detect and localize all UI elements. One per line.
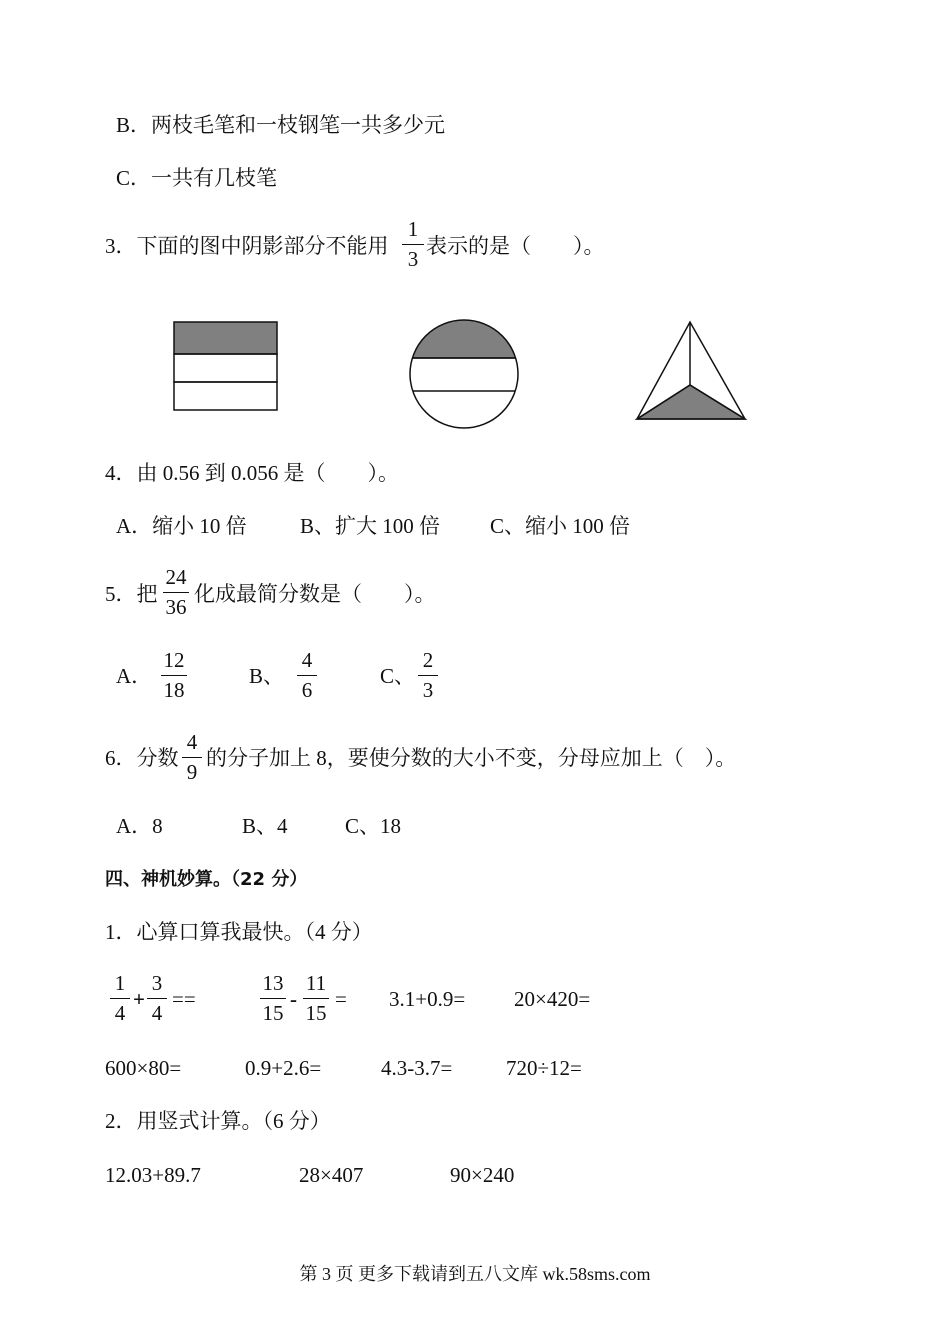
fraction-bar: [402, 244, 424, 245]
triangle-figure: [632, 318, 752, 424]
rectangle-figure: [170, 318, 282, 414]
question-6-prefix: 6．分数: [105, 746, 179, 770]
fraction-denominator: 36: [165, 595, 187, 619]
question-3-suffix: 表示的是（ ）。: [426, 234, 605, 258]
fraction-bar: [147, 998, 167, 999]
fraction-bar: [182, 757, 202, 758]
expr-2-equals: =: [335, 987, 347, 1011]
expr-6: 0.9+2.6=: [245, 1056, 322, 1080]
expr-2-fraction-a: [258, 973, 288, 1024]
question-5-option-a-fraction: [159, 650, 189, 701]
question-4-option-c: C、缩小 100 倍: [490, 514, 631, 538]
fraction-bar: [418, 675, 438, 676]
question-5-fraction: [161, 567, 191, 618]
page-footer: 第 3 页 更多下载请到五八文库 wk.58sms.com: [299, 1264, 651, 1284]
vertical-calc-2: 28×407: [299, 1163, 364, 1187]
question-6-option-b: B、4: [242, 814, 288, 838]
question-3-fraction: [400, 219, 426, 270]
question-6-option-a: A．8: [116, 814, 163, 838]
question-5-option-b-fraction: [295, 650, 319, 701]
fraction-denominator: 15: [305, 1001, 327, 1025]
circle-shaded-part: [405, 315, 523, 358]
fraction-denominator: 4: [114, 1001, 126, 1025]
expr-1-fraction-b: [145, 973, 169, 1024]
fraction-bar: [163, 592, 189, 593]
question-3-prefix: 3．下面的图中阴影部分不能用: [105, 234, 389, 258]
question-6-option-c: C、18: [345, 814, 402, 838]
fraction-denominator: 6: [301, 678, 313, 702]
part-1-title: 1．心算口算我最快。（4 分）: [105, 920, 373, 944]
expr-4: 20×420=: [514, 987, 591, 1011]
option-b-text: B．两枝毛笔和一枝钢笔一共多少元: [116, 113, 446, 137]
question-4-stem: 4．由 0.56 到 0.056 是（ ）。: [105, 461, 399, 485]
fraction-numerator: 12: [163, 648, 185, 672]
expr-2-fraction-b: [301, 973, 331, 1024]
expr-5: 600×80=: [105, 1056, 182, 1080]
fraction-numerator: 2: [422, 648, 434, 672]
question-5-suffix: 化成最简分数是（ ）。: [194, 582, 436, 606]
fraction-bar: [303, 998, 329, 999]
question-5-option-c-label: C、: [380, 664, 416, 688]
fraction-bar: [110, 998, 130, 999]
expr-1-equals: ==: [172, 987, 196, 1011]
expr-1-fraction-a: [108, 973, 132, 1024]
question-5-option-c-fraction: [416, 650, 440, 701]
fraction-bar: [297, 675, 317, 676]
fraction-numerator: 11: [305, 971, 327, 995]
section-4-title: 四、神机妙算。（22 分）: [105, 869, 308, 890]
question-6-suffix: 的分子加上 8，要使分数的大小不变，分母应加上（ ）。: [206, 746, 737, 770]
question-5-option-b-label: B、: [249, 664, 285, 688]
fraction-denominator: 15: [262, 1001, 284, 1025]
fraction-denominator: 3: [422, 678, 434, 702]
expr-2-operator: -: [290, 987, 297, 1011]
vertical-calc-1: 12.03+89.7: [105, 1163, 201, 1187]
fraction-numerator: 1: [114, 971, 126, 995]
fraction-denominator: 9: [186, 760, 198, 784]
fraction-denominator: 4: [151, 1001, 163, 1025]
question-4-option-b: B、扩大 100 倍: [300, 514, 441, 538]
question-5-prefix: 5．把: [105, 582, 158, 606]
fraction-numerator: 13: [262, 971, 284, 995]
question-6-fraction: [180, 732, 204, 783]
rectangle-part: [174, 382, 277, 410]
fraction-denominator: 3: [407, 247, 419, 271]
fraction-denominator: 18: [163, 678, 185, 702]
fraction-numerator: 24: [165, 565, 187, 589]
question-4-option-a: A．缩小 10 倍: [116, 514, 247, 538]
expr-8: 720÷12=: [506, 1056, 582, 1080]
vertical-calc-3: 90×240: [450, 1163, 515, 1187]
rectangle-part: [174, 354, 277, 382]
fraction-numerator: 3: [151, 971, 163, 995]
fraction-numerator: 4: [186, 730, 198, 754]
part-2-title: 2．用竖式计算。（6 分）: [105, 1109, 331, 1133]
fraction-numerator: 4: [301, 648, 313, 672]
expr-3: 3.1+0.9=: [389, 987, 466, 1011]
rectangle-shaded-part: [174, 322, 277, 354]
fraction-bar: [260, 998, 286, 999]
option-c-text: C．一共有几枝笔: [116, 166, 278, 190]
fraction-bar: [161, 675, 187, 676]
circle-figure: [405, 315, 523, 433]
expr-1-operator: +: [133, 987, 145, 1011]
expr-7: 4.3-3.7=: [381, 1056, 453, 1080]
fraction-numerator: 1: [407, 217, 419, 241]
question-5-option-a-label: A．: [116, 664, 153, 688]
